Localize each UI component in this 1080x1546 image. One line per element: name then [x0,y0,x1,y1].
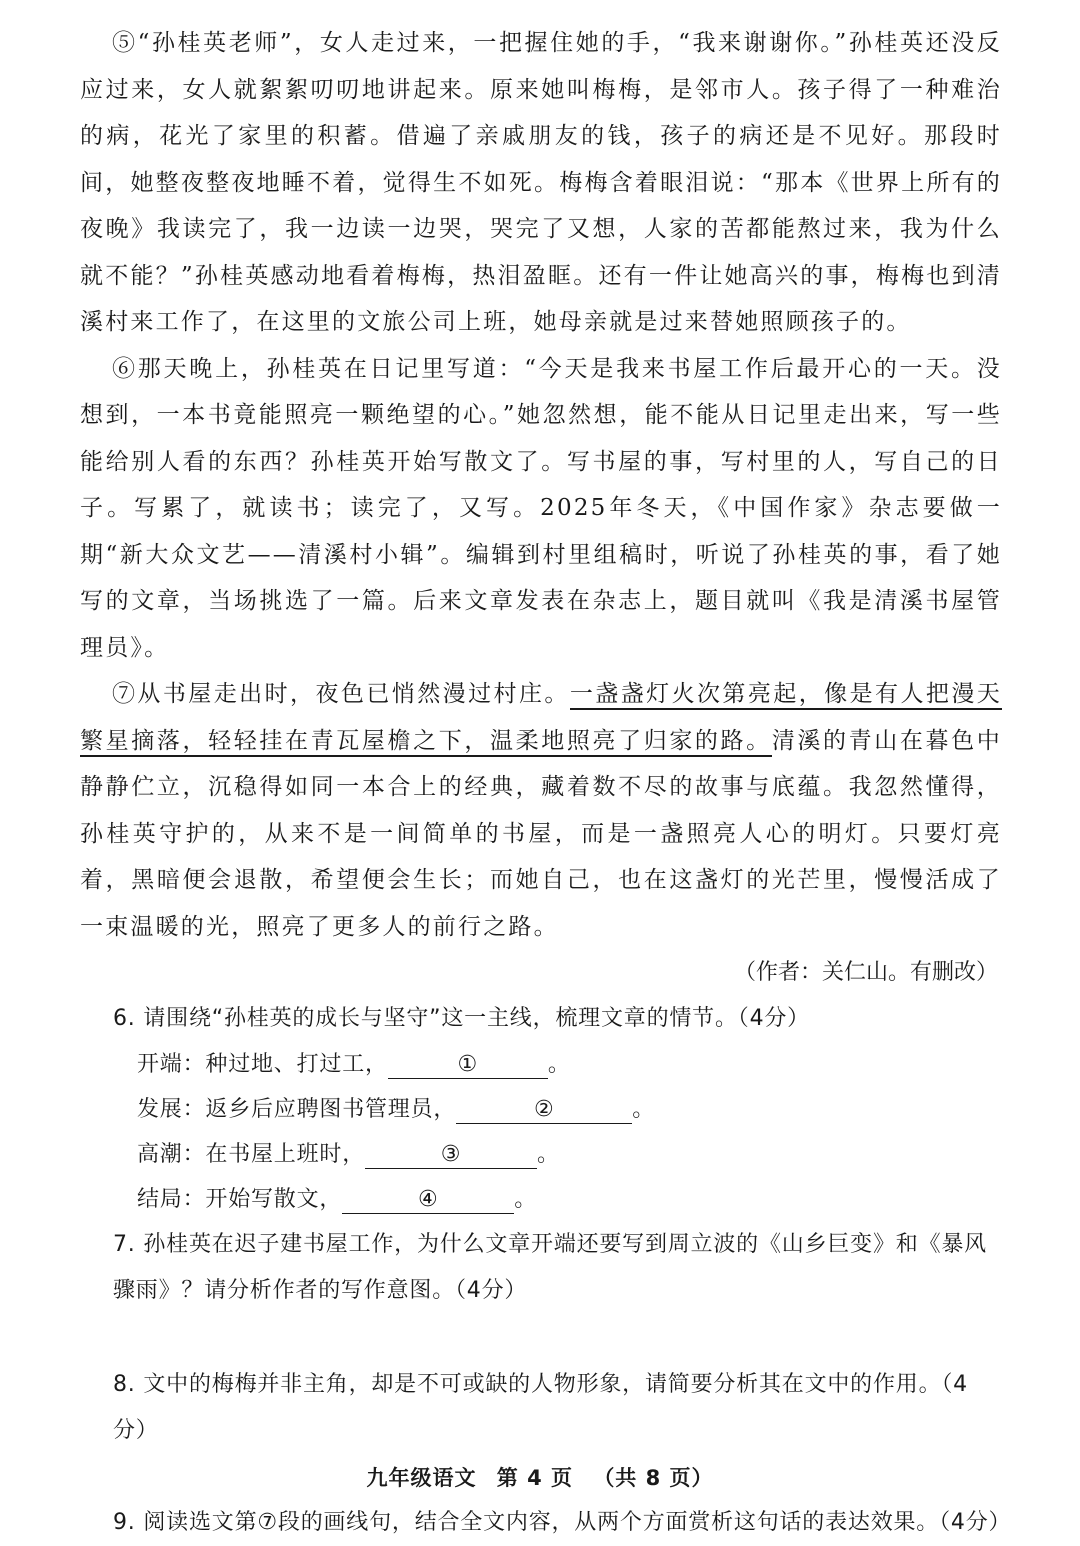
answer-space-7[interactable] [80,1314,1002,1362]
paragraph-7 [80,671,1002,950]
plot-item-end: 。 [632,1097,656,1122]
answer-blank-3[interactable]: ③ [365,1142,537,1169]
footer-subject: 九年级语文 [366,1466,477,1490]
plot-item-development [80,1087,1002,1132]
question-6: 6. 请围绕“孙桂英的成长与坚守”这一主线，梳理文章的情节。（4分） [113,1006,810,1031]
author-note: （作者：关仁山。有删改） [733,960,998,985]
plot-item-climax [80,1132,1002,1177]
paragraph-7-start: ⑦从书屋走出时，夜色已悄然漫过村庄。 [112,681,570,707]
plot-item-opening [80,1042,1002,1087]
plot-item-label: 结局：开始写散文， [137,1187,343,1212]
answer-blank-1[interactable]: ① [388,1052,548,1079]
plot-item-end: 。 [537,1142,560,1167]
plot-item-end: 。 [514,1187,538,1212]
plot-item-ending [80,1177,1002,1222]
question-9: 9. 阅读选文第⑦段的画线句，结合全文内容，从两个方面赏析这句话的表达效果。（4分） [113,1510,1012,1535]
answer-blank-4[interactable]: ④ [342,1187,514,1214]
paragraph-6: ⑥那天晚上，孙桂英在日记里写道：“今天是我来书屋工作后最开心的一天。没想到，一本书竟能照亮一颗绝望的心。”她忽然想，能不能从日记里走出来，写一些能给别人看的东西？孙桂英开始写散文了。写书屋的事，写村里的人，写自己的日子。写累了，就读书；读完了，又写。2025年冬天，《中国作家》杂志要做一期“新大众文艺——清溪村小辑”。编辑到村里组稿时，听说了孙桂英的事，看了她写的文章，当场挑选了一篇。后来文章发表在杂志上，题目就叫《我是清溪书屋管理员》。 [80,355,1002,661]
paragraph-5: ⑤“孙桂英老师”，女人走过来，一把握住她的手，“我来谢谢你。”孙桂英还没反应过来，女人就絮絮叨叨地讲起来。原来她叫梅梅，是邻市人。孩子得了一种难治的病，花光了家里的积蓄。借遍了亲戚朋友的钱，孩子的病还是不见好。那段时间，她整夜整夜地睡不着，觉得生不如死。梅梅含着眼泪说：“那本《世界上所有的夜晚》我读完了，我一边读一边哭，哭完了又想，人家的苦都能熬过来，我为什么就不能？”孙桂英感动地看着梅梅，热泪盈眶。还有一件让她高兴的事，梅梅也到清溪村来工作了，在这里的文旅公司上班，她母亲就是过来替她照顾孩子的。 [80,30,1002,335]
question-8: 8. 文中的梅梅并非主角，却是不可或缺的人物形象，请简要分析其在文中的作用。（4分） [113,1372,968,1443]
underlined-sentence: 一盏盏灯火次第亮起，像是有人把漫天繁星摘落，轻轻挂在青瓦屋檐之下，温柔地照亮了归家的路。 [80,681,1002,757]
question-7: 7. 孙桂英在迟子建书屋工作，为什么文章开端还要写到周立波的《山乡巨变》和《暴风骤雨》？请分析作者的写作意图。（4分） [113,1232,987,1303]
plot-item-end: 。 [547,1052,571,1077]
plot-item-label: 高潮：在书屋上班时， [137,1142,366,1167]
answer-blank-2[interactable]: ② [456,1097,632,1124]
paragraph-7-end: 清溪的青山在暮色中静静伫立，沉稳得如同一本合上的经典，藏着数不尽的故事与底蕴。我忽然懂得，孙桂英守护的，从来不是一间简单的书屋，而是一盏照亮人心的明灯。只要灯亮着，黑暗便会退散，希望便会生长；而她自己，也在这盏灯的光芒里，慢慢活成了一束温暖的光，照亮了更多人的前行之路。 [80,727,1002,940]
footer-total-pages: （共 8 页） [593,1466,714,1490]
plot-item-label: 发展：返乡后应聘图书管理员， [137,1097,457,1122]
page-footer [0,1462,1080,1492]
plot-item-label: 开端：种过地、打过工， [137,1052,388,1077]
footer-page-number: 第 4 页 [496,1466,573,1490]
